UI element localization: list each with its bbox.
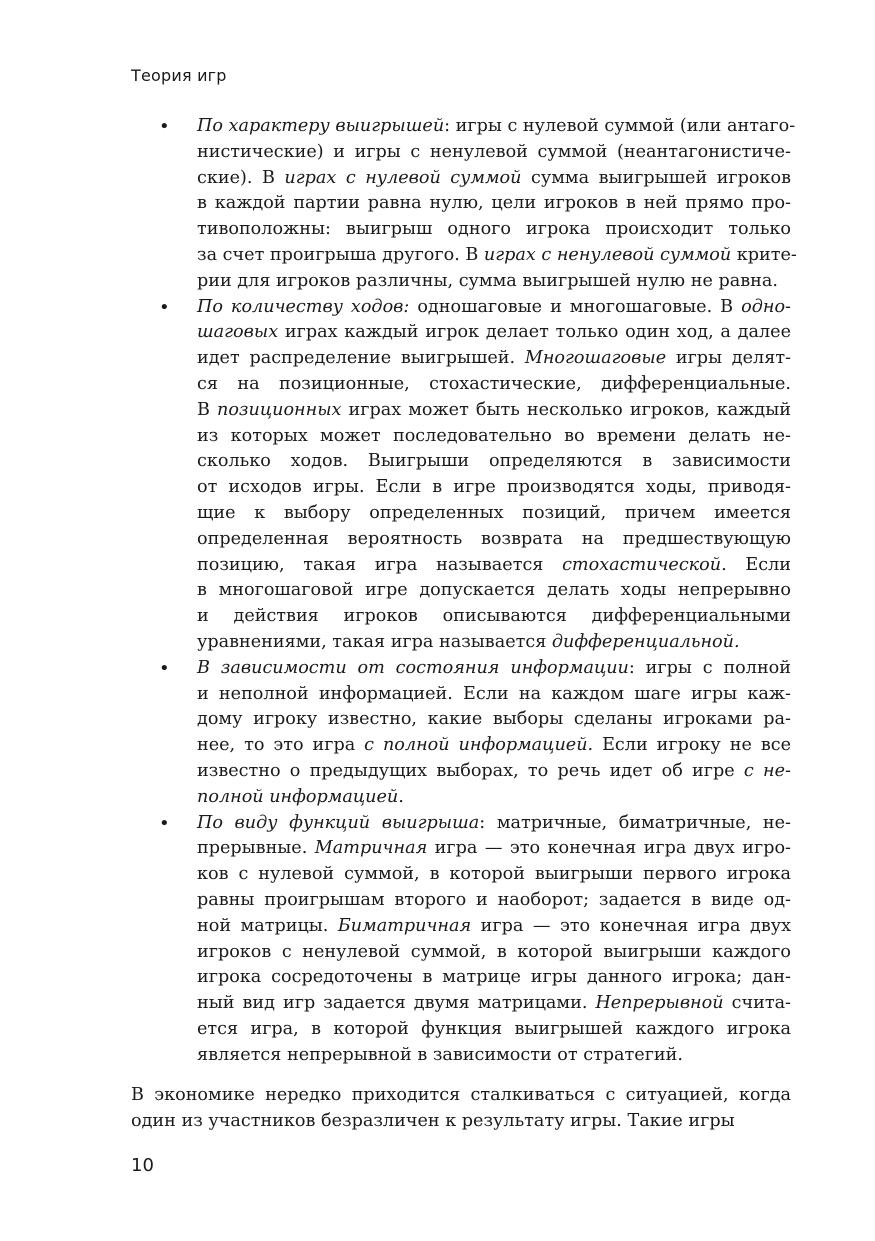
text-segment: и неполной информацией. Если на каждом шаге игры каж- — [197, 683, 791, 704]
italic-term: В зависимости от состояния информации — [197, 657, 629, 678]
text-line — [131, 1083, 791, 1109]
bullet-list — [131, 114, 797, 1068]
italic-term: позиционных — [217, 399, 342, 420]
text-segment: игра — это конечная игра двух — [471, 915, 791, 936]
body-paragraph — [131, 1083, 791, 1135]
text-line — [197, 553, 791, 579]
running-head: Теория игр — [131, 66, 227, 85]
bullet-item — [131, 295, 791, 656]
text-segment: ный вид игр задается двумя матрицами. — [197, 993, 596, 1014]
text-line — [197, 1043, 791, 1069]
text-segment: : игры с нулевой суммой (или антаго- — [444, 116, 796, 136]
text-line — [197, 424, 791, 450]
text-segment: позицию, такая игра называется — [197, 554, 563, 575]
text-segment: идет распределение выигрышей. — [197, 348, 525, 369]
italic-term: Матричная — [314, 838, 428, 859]
text-segment: Если игроку не все — [593, 735, 791, 756]
text-line — [197, 320, 791, 346]
bullet-dot-icon: • — [159, 296, 170, 318]
text-segment: : игры с полной — [628, 657, 791, 678]
text-segment: от исходов игры. Если в игре производятся ходы, приводя- — [197, 477, 791, 498]
italic-term: По характеру выигрышей — [197, 116, 445, 136]
italic-term: с не- — [743, 760, 791, 781]
text-line — [197, 656, 791, 682]
text-segment: сумма выигрышей игроков — [521, 167, 791, 188]
text-segment: является непрерывной в зависимости от стратегий. — [197, 1044, 683, 1065]
italic-term: играх с ненулевой суммой — [483, 244, 732, 265]
text-segment: дому игроку известно, какие выборы сделаны игроками ра- — [197, 709, 791, 730]
text-segment: ся на позиционные, стохастические, дифференциальные. — [197, 373, 791, 394]
text-segment: из которых может последовательно во времени делать не- — [197, 425, 791, 446]
text-segment: щие к выбору определенных позиций, причем имеется — [197, 502, 791, 523]
text-segment: за счет проигрыша другого. В — [197, 244, 484, 265]
text-segment: тивоположны: выигрыш одного игрока происходит только — [197, 219, 791, 240]
bullet-text — [197, 656, 791, 811]
bullet-text — [197, 295, 791, 656]
text-line — [197, 862, 791, 888]
bullet-item — [131, 811, 791, 1069]
text-segment: Если — [726, 554, 791, 575]
text-line — [197, 398, 791, 424]
text-line — [197, 475, 791, 501]
text-segment: крите- — [731, 244, 797, 265]
text-segment: одношаговые и многошаговые. В — [409, 296, 742, 317]
text-segment: В — [197, 399, 217, 420]
text-segment: сколько ходов. Выигрыши определяются в зависимости — [197, 451, 791, 472]
text-line — [197, 991, 791, 1017]
bullet-item — [131, 114, 797, 295]
text-line — [197, 759, 791, 785]
italic-term: дифференциальной. — [551, 631, 740, 652]
italic-term: Многошаговые — [524, 348, 667, 369]
text-line — [197, 114, 796, 140]
text-line — [197, 346, 791, 372]
text-segment: прерывные. — [197, 838, 315, 859]
text-segment: счита- — [723, 993, 791, 1014]
bullet-dot-icon: • — [159, 116, 170, 137]
text-segment: нее, то это игра — [197, 735, 365, 756]
text-line — [197, 217, 791, 243]
text-segment: определенная вероятность возврата на предшествующую — [197, 528, 791, 549]
text-segment: ной матрицы. — [197, 915, 338, 936]
text-line — [131, 1109, 791, 1135]
text-line — [197, 191, 791, 217]
text-line — [197, 140, 791, 166]
bullet-dot-icon: • — [159, 657, 170, 679]
text-segment: играх может быть несколько игроков, каждый — [341, 399, 791, 420]
text-line — [197, 449, 791, 475]
text-line — [197, 707, 791, 733]
text-segment: рии для игроков различны, сумма выигрышей нулю не равна. — [197, 270, 778, 291]
text-segment: нистические) и игры с ненулевой суммой (неантагонистиче- — [197, 141, 791, 162]
text-segment: играх каждый игрок делает только один ход, а далее — [278, 322, 791, 343]
text-segment: игры делят- — [666, 348, 791, 369]
text-line — [197, 604, 791, 630]
bullet-item — [131, 656, 791, 811]
text-segment: В экономике нередко приходится сталкиваться с ситуацией, когда — [131, 1085, 791, 1105]
text-segment: ется игра, в которой функция выигрышей каждого игрока — [197, 1018, 791, 1039]
text-segment: известно о предыдущих выборах, то речь идет об игре — [197, 760, 744, 781]
text-line — [197, 269, 791, 295]
text-line — [197, 836, 791, 862]
text-segment: ские). В — [197, 167, 285, 188]
text-line — [197, 888, 791, 914]
italic-term: Биматричная — [337, 915, 472, 936]
page-number: 10 — [131, 1155, 154, 1176]
text-segment: игроков с ненулевой суммой, в которой выигрыши каждого — [197, 941, 791, 962]
text-line — [197, 295, 791, 321]
text-segment: в многошаговой игре допускается делать ходы непрерывно — [197, 580, 791, 601]
italic-term: По количеству ходов: — [197, 296, 410, 317]
text-line — [197, 682, 791, 708]
italic-term: стохастической. — [562, 554, 727, 575]
text-line — [197, 914, 791, 940]
text-line — [197, 1017, 791, 1043]
text-segment: уравнениями, такая игра называется — [197, 631, 552, 652]
text-line — [197, 630, 791, 656]
text-line — [197, 940, 791, 966]
text-line — [197, 785, 791, 811]
text-line — [197, 733, 791, 759]
text-line — [197, 527, 791, 553]
text-line — [197, 578, 791, 604]
italic-term: играх с нулевой суммой — [284, 167, 522, 188]
text-line — [197, 811, 791, 837]
text-line — [197, 965, 791, 991]
italic-term: с полной информацией. — [364, 735, 594, 756]
text-segment: : матричные, биматричные, не- — [479, 812, 791, 833]
italic-term: полной информацией. — [197, 786, 404, 807]
italic-term: одно- — [741, 296, 791, 317]
text-line — [197, 372, 791, 398]
text-segment: и действия игроков описываются дифференциальными — [197, 606, 791, 627]
text-segment: игра — это конечная игра двух игро- — [427, 838, 791, 859]
bullet-text — [197, 114, 797, 295]
bullet-text — [197, 811, 791, 1069]
text-line — [197, 243, 797, 269]
italic-term: По виду функций выигрыша — [197, 812, 480, 833]
italic-term: шаговых — [197, 322, 279, 343]
text-segment: в каждой партии равна нулю, цели игроков в ней прямо про- — [197, 193, 791, 214]
text-line — [197, 166, 791, 192]
text-segment: ков с нулевой суммой, в которой выигрыши первого игрока — [197, 864, 791, 885]
text-segment: один из участников безразличен к результату игры. Такие игры — [131, 1110, 735, 1131]
bullet-dot-icon: • — [159, 812, 170, 834]
italic-term: Непрерывной — [595, 993, 724, 1014]
text-segment: равны проигрышам второго и наоборот; задается в виде од- — [197, 889, 791, 910]
text-segment: игрока сосредоточены в матрице игры данного игрока; дан- — [197, 967, 791, 988]
text-line — [197, 501, 791, 527]
